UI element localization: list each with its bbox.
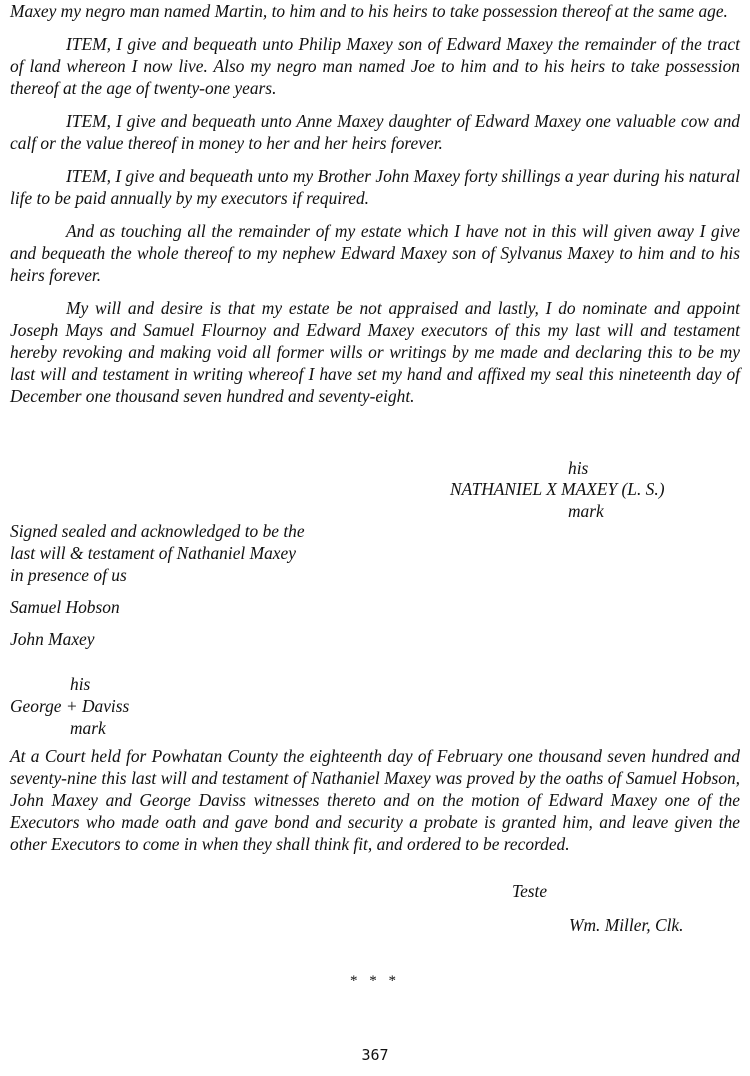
signature-mark: mark xyxy=(568,501,604,521)
paragraph-continuation: Maxey my negro man named Martin, to him and to his heirs to take possession thereof at the same age. xyxy=(10,1,728,21)
document-page xyxy=(10,0,740,1076)
witness-name: George + Daviss xyxy=(10,696,130,716)
paragraph-item-anne: ITEM, I give and bequeath unto Anne Maxey daughter of Edward Maxey one valuable cow and calf or the value thereof in money to her and her heirs forever. xyxy=(10,111,740,153)
paragraph-remainder-estate: And as touching all the remainder of my estate which I have not in this will given away I give and bequeath the whole thereof to my nephew Edward Maxey son of Sylvanus Maxey to him and to his heirs forever. xyxy=(10,221,740,285)
teste-label: Teste xyxy=(512,881,548,901)
section-separator: * * * xyxy=(350,973,400,989)
attestation-line-2: last will & testament of Nathaniel Maxey xyxy=(10,543,296,563)
witness-mark: mark xyxy=(70,718,106,738)
witness-george-daviss xyxy=(10,673,210,739)
witness-his: his xyxy=(70,674,91,694)
paragraph-item-john: ITEM, I give and bequeath unto my Brother John Maxey forty shillings a year during his natural life to be paid annually by my executors if required. xyxy=(10,166,740,208)
signature-name: NATHANIEL X MAXEY (L. S.) xyxy=(450,479,665,499)
paragraph-executors: My will and desire is that my estate be not appraised and lastly, I do nominate and appoint Joseph Mays and Samuel Flournoy and Edward Maxey executors of this my last will and testament hereby revoking and making void all former wills or writings by me made and declaring this to be my last will and testament in writing whereof I have set my hand and affixed my seal this nineteenth day of December one thousand seven hundred and seventy-eight. xyxy=(10,298,740,406)
attestation-line-1: Signed sealed and acknowledged to be the xyxy=(10,521,305,541)
paragraph-item-philip: ITEM, I give and bequeath unto Philip Maxey son of Edward Maxey the remainder of the tract of land whereon I now live. Also my negro man named Joe to him and to his heirs to take possession thereof at the age of twenty-one years. xyxy=(10,34,740,98)
signature-his: his xyxy=(568,458,589,478)
attestation-clause xyxy=(10,520,370,586)
clerk-signature: Wm. Miller, Clk. xyxy=(569,915,684,935)
attestation-line-3: in presence of us xyxy=(10,565,127,585)
testator-signature xyxy=(450,457,750,522)
witness-john-maxey: John Maxey xyxy=(10,629,95,649)
witness-samuel-hobson: Samuel Hobson xyxy=(10,597,120,617)
probate-paragraph: At a Court held for Powhatan County the eighteenth day of February one thousand seven hundred and seventy-nine this last will and testament of Nathaniel Maxey was proved by the oaths of Samuel Hobson, John Maxey and George Daviss witnesses thereto and on the motion of Edward Maxey one of the Executors who made oath and gave bond and security a probate is granted him, and leave given the other Executors to come in when they shall think fit, and ordered to be recorded. xyxy=(10,746,740,854)
will-body xyxy=(10,0,740,407)
page-number: 367 xyxy=(361,1046,389,1064)
